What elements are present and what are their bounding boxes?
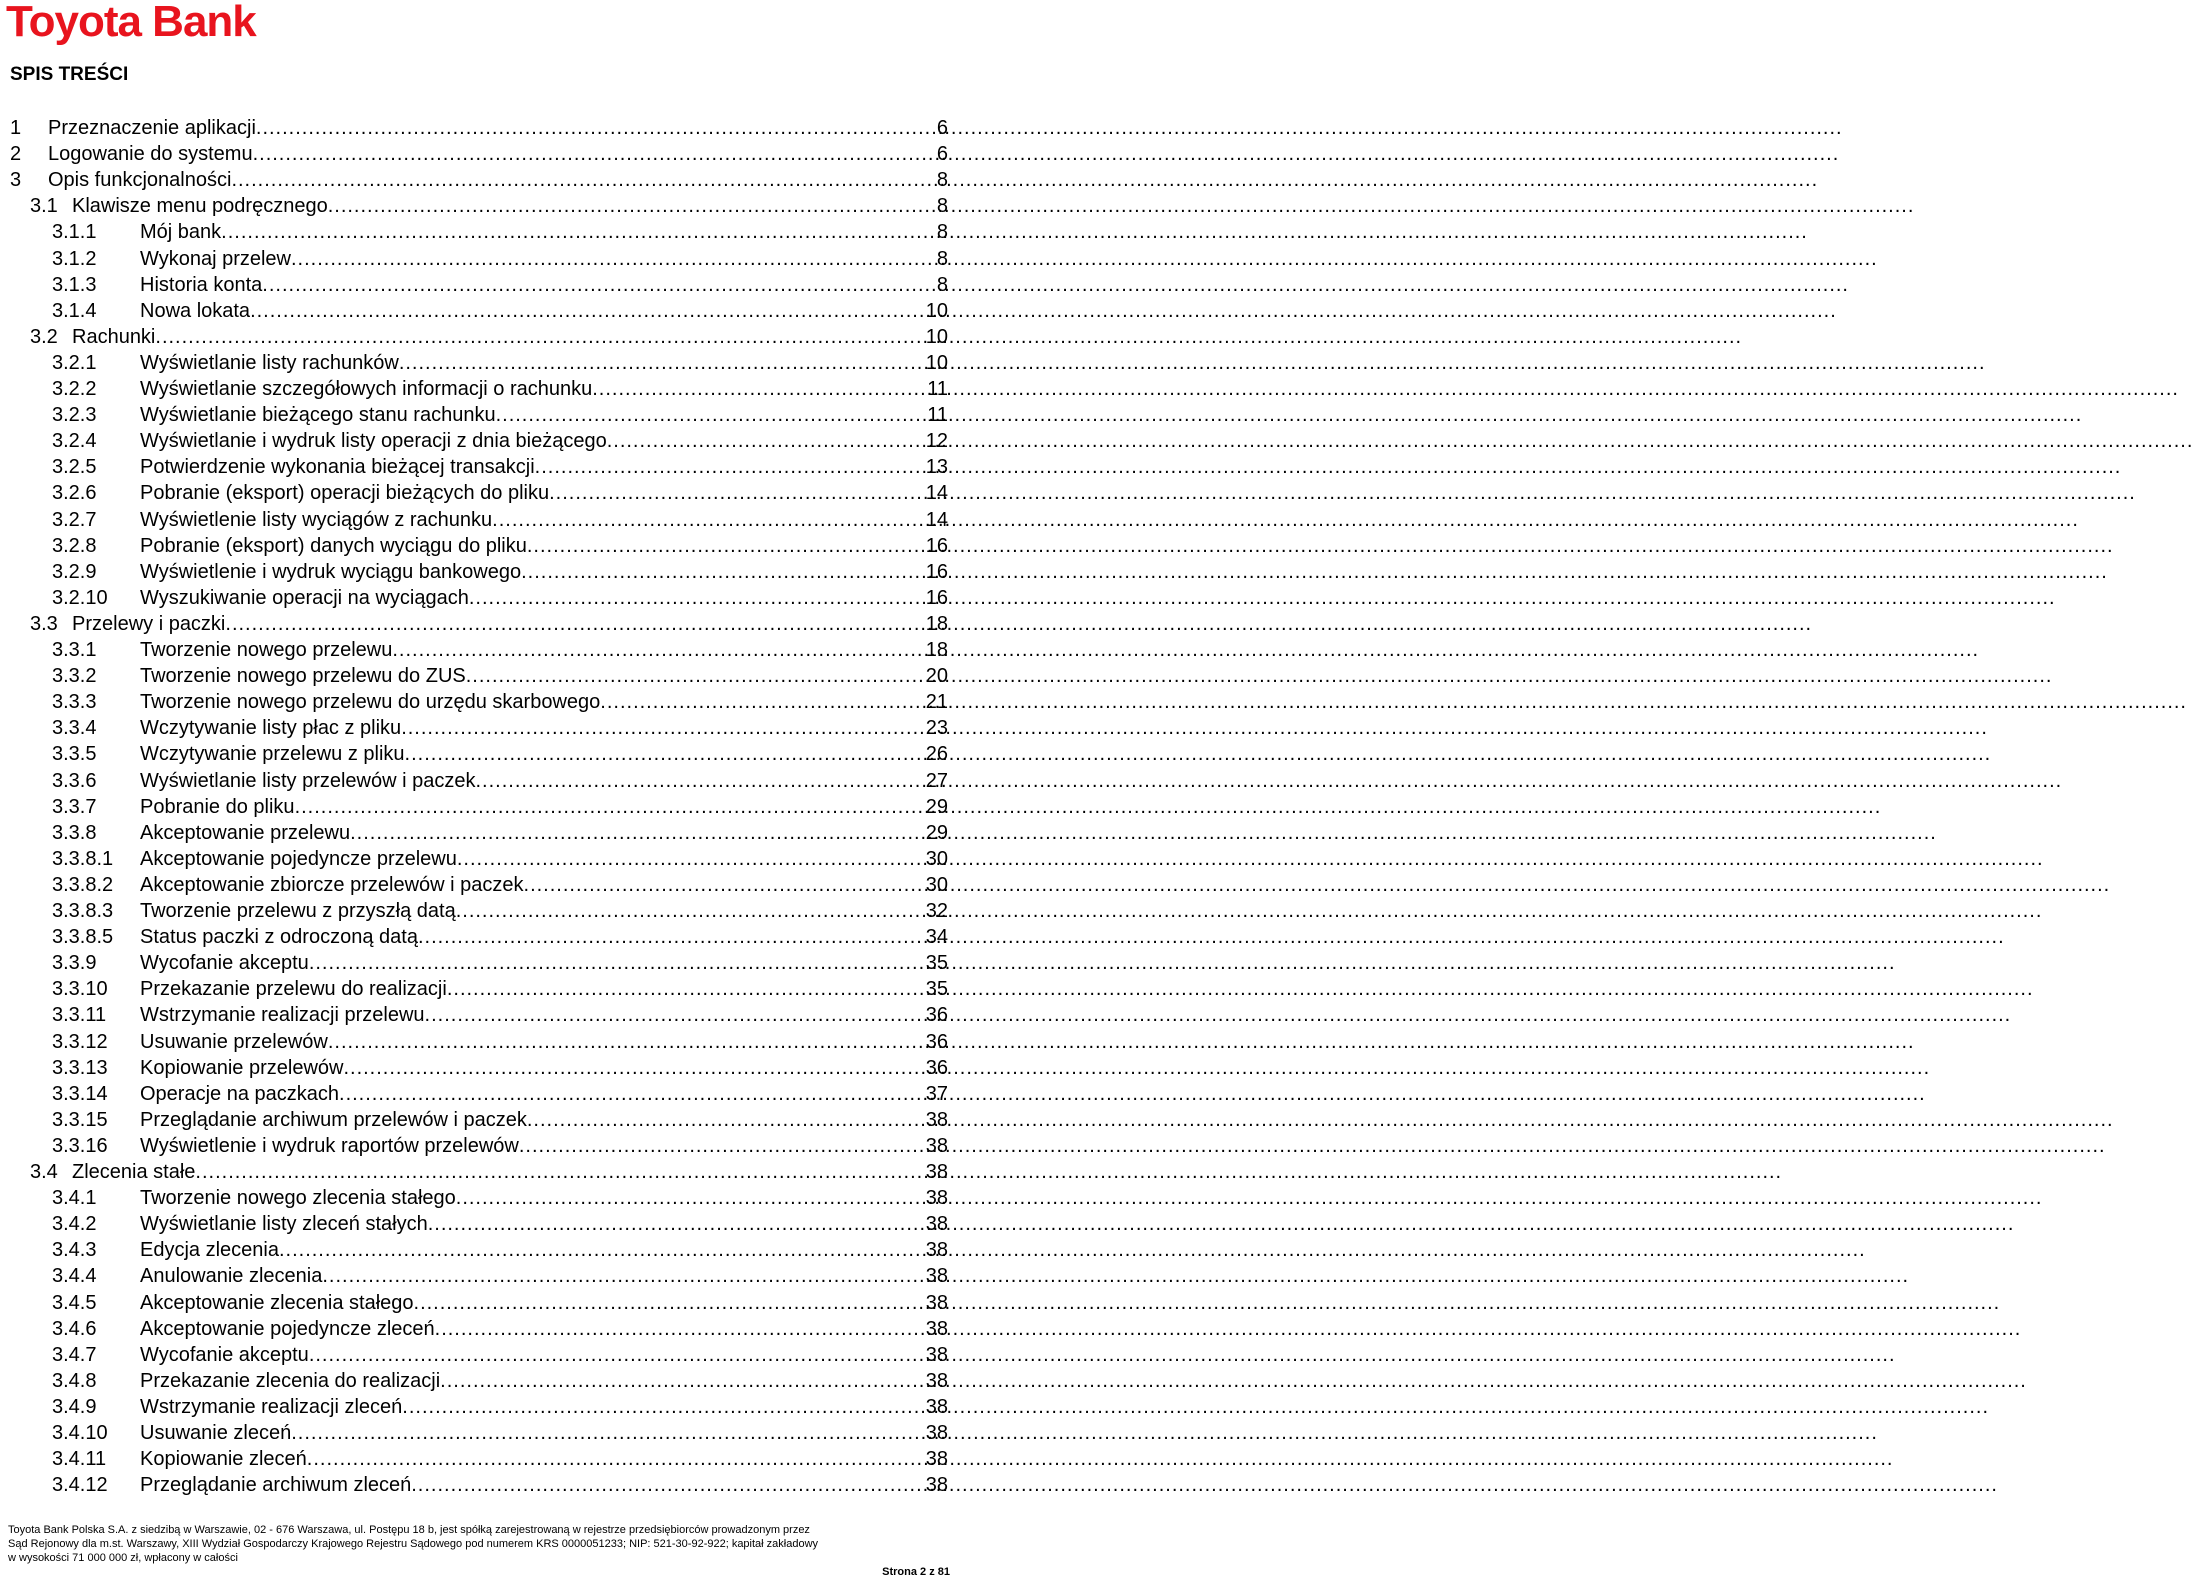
toc-entry[interactable] xyxy=(52,558,948,584)
toc-entry-label: Rachunki xyxy=(72,325,156,348)
toc-entry[interactable] xyxy=(52,1445,948,1471)
toc-entry-page: 38 xyxy=(925,1239,948,1262)
toc-entry[interactable] xyxy=(10,140,948,166)
toc-entry-number: 3.3.9 xyxy=(52,952,97,975)
toc-dot-leader xyxy=(399,351,924,375)
toc-entry-label: Tworzenie nowego przelewu xyxy=(140,639,393,661)
toc-entry-number: 3.3.8.3 xyxy=(52,900,114,922)
toc-entry[interactable] xyxy=(30,1158,948,1184)
toc-entry-page: 36 xyxy=(925,1030,948,1053)
toc-entry-page: 13 xyxy=(925,456,948,479)
toc-entry-number: 1 xyxy=(10,117,22,139)
toc-entry[interactable] xyxy=(30,610,948,636)
toc-entry-number: 3.3 xyxy=(30,612,58,635)
toc-entry-page: 36 xyxy=(925,1056,948,1079)
toc-entry-label: Anulowanie zlecenia xyxy=(140,1265,323,1288)
toc-entry-page: 8 xyxy=(936,169,948,192)
toc-dot-leader xyxy=(435,1317,924,1341)
toc-entry[interactable] xyxy=(30,323,948,349)
toc-entry-page: 38 xyxy=(925,1161,948,1183)
toc-entry-page: 20 xyxy=(925,665,948,688)
toc-entry-label: Wycofanie akceptu xyxy=(140,952,309,975)
toc-entry-number: 3 xyxy=(10,169,22,192)
toc-entry[interactable] xyxy=(52,1001,948,1027)
toc-entry-label: Wycofanie akceptu xyxy=(140,1343,309,1366)
toc-entry-label: Pobranie do pliku xyxy=(140,795,295,818)
toc-entry-number: 3.3.13 xyxy=(52,1056,108,1079)
toc-entry-page: 18 xyxy=(925,639,948,661)
toc-entry-label: Wczytywanie przelewu z pliku xyxy=(140,743,405,766)
toc-entry-label: Wyświetlanie listy przelewów i paczek xyxy=(140,769,476,792)
toc-entry[interactable] xyxy=(52,1184,948,1210)
toc-entry-label: Tworzenie nowego przelewu do ZUS xyxy=(140,665,466,688)
toc-dot-leader xyxy=(221,220,935,244)
toc-entry-number: 3.4.7 xyxy=(52,1343,97,1366)
toc-entry-page: 10 xyxy=(925,325,948,348)
toc-entry-number: 3.2.9 xyxy=(52,560,97,583)
toc-entry-label: Mój bank xyxy=(140,221,222,244)
toc-entry-page: 38 xyxy=(925,1134,948,1157)
toc-dot-leader xyxy=(466,664,924,688)
toc-dot-leader xyxy=(476,769,924,793)
toc-entry[interactable] xyxy=(52,793,948,819)
toc-dot-leader xyxy=(456,1186,924,1210)
toc-dot-leader xyxy=(256,116,935,140)
toc-entry-number: 3.3.2 xyxy=(52,665,97,688)
toc-entry-page: 26 xyxy=(925,743,948,766)
toc-dot-leader xyxy=(457,847,924,871)
toc-entry-number: 3.3.8.1 xyxy=(52,847,114,870)
toc-entry-page: 35 xyxy=(925,978,948,1001)
toc-entry[interactable] xyxy=(52,349,948,375)
toc-entry-number: 3.2.3 xyxy=(52,404,97,427)
toc-dot-leader xyxy=(309,951,924,975)
toc-entry[interactable] xyxy=(52,714,948,740)
toc-entry[interactable] xyxy=(52,584,948,610)
toc-entry-number: 3.4.5 xyxy=(52,1291,97,1314)
toc-entry-page: 8 xyxy=(936,195,948,218)
toc-entry-label: Pobranie (eksport) operacji bieżących do pliku xyxy=(140,482,550,505)
toc-dot-leader xyxy=(322,1264,923,1288)
toc-entry[interactable] xyxy=(52,506,948,532)
toc-entry-number: 3.4.11 xyxy=(52,1448,107,1471)
toc-dot-leader xyxy=(469,586,924,610)
toc-entry-page: 23 xyxy=(925,717,948,740)
toc-entry-page: 12 xyxy=(925,430,948,453)
toc-entry-number: 3.4.12 xyxy=(52,1474,108,1497)
toc-entry-number: 3.3.1 xyxy=(52,639,97,661)
toc-dot-leader xyxy=(549,481,924,505)
toc-dot-leader xyxy=(231,168,934,192)
toc-entry[interactable] xyxy=(52,819,948,845)
toc-entry[interactable] xyxy=(52,662,948,688)
toc-entry-label: Wyświetlanie szczegółowych informacji o rachunku xyxy=(140,378,593,400)
toc-entry-page: 38 xyxy=(925,1395,948,1418)
toc-dot-leader xyxy=(425,1003,924,1027)
toc-entry-number: 3.3.8 xyxy=(52,821,97,844)
toc-entry-label: Wczytywanie listy płac z pliku xyxy=(140,717,402,740)
toc-entry-number: 3.2.7 xyxy=(52,508,97,531)
toc-entry-label: Wyświetlanie i wydruk listy operacji z dnia bieżącego xyxy=(140,430,607,453)
toc-entry-number: 3.3.16 xyxy=(52,1134,108,1157)
toc-entry[interactable] xyxy=(52,845,948,871)
toc-entry-page: 8 xyxy=(936,221,948,244)
toc-entry-number: 3.2.10 xyxy=(52,586,108,609)
toc-entry-label: Edycja zlecenia xyxy=(140,1239,279,1262)
toc-dot-leader xyxy=(279,1238,924,1262)
toc-entry-label: Wyświetlenie i wydruk raportów przelewów xyxy=(140,1134,519,1157)
toc-entry-number: 3.4.9 xyxy=(52,1395,97,1418)
toc-entry[interactable] xyxy=(52,1080,948,1106)
toc-entry-page: 38 xyxy=(925,1108,948,1131)
toc-dot-leader xyxy=(521,560,924,584)
toc-dot-leader xyxy=(155,325,923,349)
toc-title: SPIS TREŚCI xyxy=(10,64,129,85)
toc-entry-page: 10 xyxy=(925,299,948,322)
toc-entry[interactable] xyxy=(52,1289,948,1315)
toc-dot-leader xyxy=(447,977,924,1001)
toc-entry-number: 3.3.5 xyxy=(52,743,97,766)
toc-entry-label: Przekazanie przelewu do realizacji xyxy=(140,978,447,1001)
toc-entry-page: 38 xyxy=(925,1317,948,1340)
toc-entry[interactable] xyxy=(52,949,948,975)
toc-entry-page: 30 xyxy=(925,847,948,870)
toc-entry[interactable] xyxy=(52,1132,948,1158)
toc-entry-label: Wyświetlanie listy zleceń stałych xyxy=(140,1213,428,1236)
toc-entry-number: 3.2.5 xyxy=(52,456,97,479)
toc-entry-number: 3.3.14 xyxy=(52,1082,108,1105)
toc-entry-page: 32 xyxy=(925,900,948,922)
toc-entry-page: 37 xyxy=(925,1082,948,1105)
toc-dot-leader xyxy=(328,1030,924,1054)
toc-dot-leader xyxy=(418,925,924,949)
toc-entry[interactable] xyxy=(52,740,948,766)
toc-entry-label: Nowa lokata xyxy=(140,299,251,322)
toc-dot-leader xyxy=(328,194,935,218)
toc-dot-leader xyxy=(607,429,924,453)
page-number: Strona 2 z 81 xyxy=(882,1566,950,1578)
toc-entry-page: 30 xyxy=(925,873,948,896)
toc-entry[interactable] xyxy=(52,532,948,558)
toc-entry[interactable] xyxy=(52,427,948,453)
toc-dot-leader xyxy=(225,612,923,636)
toc-entry[interactable] xyxy=(10,114,948,140)
toyota-bank-logo: Toyota Bank xyxy=(6,0,256,46)
toc-entry-page: 35 xyxy=(925,952,948,975)
toc-entry-number: 3.3.15 xyxy=(52,1108,108,1131)
toc-entry-page: 38 xyxy=(925,1422,948,1444)
toc-entry-page: 38 xyxy=(925,1369,948,1392)
toc-entry-number: 3.3.11 xyxy=(52,1004,107,1027)
toc-dot-leader xyxy=(524,873,924,897)
toc-entry-number: 3.3.3 xyxy=(52,691,97,714)
toc-dot-leader xyxy=(253,142,935,166)
toc-entry[interactable] xyxy=(52,923,948,949)
toc-dot-leader xyxy=(535,455,924,479)
toc-entry[interactable] xyxy=(52,479,948,505)
toc-dot-leader xyxy=(343,1056,923,1080)
toc-entry-page: 29 xyxy=(925,821,948,844)
toc-dot-leader xyxy=(496,403,926,427)
toc-entry-label: Wstrzymanie realizacji zleceń xyxy=(140,1395,403,1418)
toc-entry[interactable] xyxy=(52,218,948,244)
toc-entry[interactable] xyxy=(52,245,948,271)
toc-entry[interactable] xyxy=(52,453,948,479)
toc-entry-number: 3.4.6 xyxy=(52,1317,97,1340)
toc-entry[interactable] xyxy=(52,688,948,714)
toc-entry-number: 3.3.7 xyxy=(52,795,97,818)
toc-entry-number: 3.4.8 xyxy=(52,1369,97,1392)
toc-dot-leader xyxy=(411,1473,924,1497)
toc-entry[interactable] xyxy=(52,271,948,297)
toc-entry-label: Akceptowanie przelewu xyxy=(140,821,351,844)
toc-entry[interactable] xyxy=(52,1341,948,1367)
toc-entry-number: 2 xyxy=(10,143,22,166)
toc-entry-label: Operacje na paczkach xyxy=(140,1082,340,1105)
toc-entry-label: Przeglądanie archiwum zleceń xyxy=(140,1474,412,1497)
toc-entry-number: 3.2.6 xyxy=(52,482,97,505)
toc-entry[interactable] xyxy=(52,767,948,793)
toc-entry-label: Wyświetlanie listy rachunków xyxy=(140,351,399,374)
toc-dot-leader xyxy=(291,247,935,271)
toc-entry-label: Przeznaczenie aplikacji xyxy=(48,117,256,139)
toc-entry[interactable] xyxy=(52,1262,948,1288)
toc-dot-leader xyxy=(527,534,924,558)
toc-entry-label: Kopiowanie przelewów xyxy=(140,1056,344,1079)
toc-entry-page: 16 xyxy=(925,560,948,583)
toc-entry[interactable] xyxy=(52,1393,948,1419)
toc-entry[interactable] xyxy=(52,401,948,427)
toc-dot-leader xyxy=(456,899,924,923)
toc-entry-page: 29 xyxy=(925,795,948,818)
toc-entry-number: 3.2.1 xyxy=(52,351,97,374)
toc-dot-leader xyxy=(428,1212,924,1236)
toc-entry-page: 8 xyxy=(936,273,948,296)
toc-dot-leader xyxy=(262,273,935,297)
toc-entry[interactable] xyxy=(52,1419,948,1445)
toc-entry-label: Opis funkcjonalności xyxy=(48,169,232,192)
toc-entry-label: Usuwanie przelewów xyxy=(140,1030,328,1053)
toc-dot-leader xyxy=(527,1108,924,1132)
toc-dot-leader xyxy=(402,1395,923,1419)
toc-entry-label: Logowanie do systemu xyxy=(48,143,253,166)
toc-entry[interactable] xyxy=(52,375,948,401)
footer-line: Sąd Rejonowy dla m.st. Warszawy, XIII Wydział Gospodarczy Krajowego Rejestru Sądowego pod numerem KRS 0000051233; NIP: 521-30-92-922; kapitał zakładowy xyxy=(8,1538,819,1550)
footer xyxy=(8,1523,953,1565)
toc-entry-page: 34 xyxy=(925,926,948,949)
toc-entry-label: Przeglądanie archiwum przelewów i paczek xyxy=(140,1108,527,1131)
toc-dot-leader xyxy=(195,1160,923,1184)
toc-dot-leader xyxy=(592,377,925,401)
toc-entry-number: 3.1.2 xyxy=(52,247,97,270)
toc-entry[interactable] xyxy=(52,1210,948,1236)
toc-entry-label: Przelewy i paczki xyxy=(72,612,226,635)
toc-entry-label: Klawisze menu podręcznego xyxy=(72,195,328,218)
toc-entry-page: 11 xyxy=(927,378,948,400)
toc-entry-number: 3.4.2 xyxy=(52,1213,97,1236)
toc-entry-number: 3.4.1 xyxy=(52,1187,97,1210)
toc-entry-label: Tworzenie nowego zlecenia stałego xyxy=(140,1187,456,1210)
toc-entry-number: 3.3.12 xyxy=(52,1030,108,1053)
toc-entry-number: 3.4.3 xyxy=(52,1239,97,1262)
toc-entry-label: Wyświetlenie listy wyciągów z rachunku xyxy=(140,508,493,531)
toc-entry-number: 3.4.10 xyxy=(52,1422,108,1444)
toc-entry-label: Historia konta xyxy=(140,273,263,296)
toc-entry-number: 3.3.4 xyxy=(52,717,97,740)
toc-entry-number: 3.2.4 xyxy=(52,430,97,453)
toc-entry-label: Akceptowanie pojedyncze zleceń xyxy=(140,1317,435,1340)
toc-entry-number: 3.4.4 xyxy=(52,1265,97,1288)
toc-entry[interactable] xyxy=(52,897,948,923)
toc-dot-leader xyxy=(350,821,924,845)
toc-entry-label: Przekazanie zlecenia do realizacji xyxy=(140,1369,441,1392)
toc-entry-number: 3.1.4 xyxy=(52,299,97,322)
toc-entry-label: Akceptowanie zlecenia stałego xyxy=(140,1291,414,1314)
toc-entry-number: 3.3.8.5 xyxy=(52,926,114,949)
toc-entry-label: Usuwanie zleceń xyxy=(140,1422,292,1444)
toc-entry-page: 36 xyxy=(925,1004,948,1027)
toc-entry-label: Kopiowanie zleceń xyxy=(140,1448,307,1471)
toc-entry-number: 3.4 xyxy=(30,1161,58,1183)
toc-entry-page: 6 xyxy=(936,117,948,139)
toc-entry-page: 14 xyxy=(925,482,948,505)
toc-entry-page: 38 xyxy=(925,1448,948,1471)
toc-entry-page: 38 xyxy=(925,1213,948,1236)
toc-entry-number: 3.1.1 xyxy=(52,221,97,244)
toc-entry[interactable] xyxy=(52,975,948,1001)
toc-entry-page: 10 xyxy=(925,351,948,374)
toc-entry-label: Akceptowanie zbiorcze przelewów i paczek xyxy=(140,873,524,896)
toc-dot-leader xyxy=(291,1421,924,1445)
toc-entry-label: Tworzenie przelewu z przyszłą datą xyxy=(140,900,456,922)
footer-line: Toyota Bank Polska S.A. z siedzibą w Warszawie, 02 - 676 Warszawa, ul. Postępu 18 b, jest spółką zarejestrowaną w rejestrze przedsiębiorców prowadzonym przez xyxy=(8,1524,810,1536)
toc-entry[interactable] xyxy=(52,1106,948,1132)
toc-entry-page: 14 xyxy=(925,508,948,531)
toc-entry[interactable] xyxy=(52,297,948,323)
toc-entry[interactable] xyxy=(52,1028,948,1054)
toc-entry[interactable] xyxy=(52,1236,948,1262)
toc-entry-label: Akceptowanie pojedyncze przelewu xyxy=(140,847,457,870)
toc-entry-label: Wykonaj przelew xyxy=(140,247,291,270)
toc-dot-leader xyxy=(307,1447,924,1471)
toc-dot-leader xyxy=(440,1369,924,1393)
toc-entry-number: 3.2.2 xyxy=(52,378,97,400)
toc-entry[interactable] xyxy=(30,192,948,218)
toc-entry[interactable] xyxy=(52,636,948,662)
footer-line: w wysokości 71 000 000 zł, wpłacony w całości xyxy=(8,1552,238,1564)
toc-entry-label: Wyszukiwanie operacji na wyciągach xyxy=(140,586,469,609)
toc-entry-label: Wstrzymanie realizacji przelewu xyxy=(140,1004,425,1027)
toc-entry-label: Status paczki z odroczoną datą xyxy=(140,926,418,949)
toc-entry-label: Pobranie (eksport) danych wyciągu do pliku xyxy=(140,534,527,557)
toc-entry-label: Zlecenia stałe xyxy=(72,1161,196,1183)
toc-entry-page: 38 xyxy=(925,1265,948,1288)
toc-entry-number: 3.1 xyxy=(30,195,58,218)
toc-entry-page: 18 xyxy=(925,612,948,635)
toc-dot-leader xyxy=(392,638,923,662)
toc-entry-page: 8 xyxy=(936,247,948,270)
toc-entry-page: 38 xyxy=(925,1187,948,1210)
toc-entry-label: Wyświetlenie i wydruk wyciągu bankowego xyxy=(140,560,522,583)
toc-entry-label: Tworzenie nowego przelewu do urzędu skarbowego xyxy=(140,691,601,714)
toc-entry[interactable] xyxy=(10,166,948,192)
toc-entry-label: Potwierdzenie wykonania bieżącej transakcji xyxy=(140,456,535,479)
toc-dot-leader xyxy=(309,1343,924,1367)
toc-dot-leader xyxy=(339,1082,924,1106)
toc-entry-page: 6 xyxy=(936,143,948,166)
toc-entry-page: 11 xyxy=(927,404,948,427)
toc-entry[interactable] xyxy=(52,1367,948,1393)
toc-dot-leader xyxy=(492,508,924,532)
toc-entry-number: 3.2 xyxy=(30,325,58,348)
toc-dot-leader xyxy=(600,690,923,714)
toc-entry-number: 3.2.8 xyxy=(52,534,97,557)
toc-dot-leader xyxy=(401,716,924,740)
toc-entry[interactable] xyxy=(52,1315,948,1341)
toc-entry[interactable] xyxy=(52,1471,948,1497)
toc-dot-leader xyxy=(414,1291,924,1315)
toc-dot-leader xyxy=(295,795,924,819)
toc-entry-number: 3.3.10 xyxy=(52,978,108,1001)
toc-entry-number: 3.3.8.2 xyxy=(52,873,114,896)
toc-entry[interactable] xyxy=(52,1054,948,1080)
toc-entry-page: 21 xyxy=(925,691,948,714)
toc-entry-number: 3.3.6 xyxy=(52,769,97,792)
toc-dot-leader xyxy=(250,299,924,323)
toc-entry-number: 3.1.3 xyxy=(52,273,97,296)
toc-entry-page: 16 xyxy=(925,534,948,557)
toc-entry-page: 16 xyxy=(925,586,948,609)
toc-dot-leader xyxy=(519,1134,924,1158)
toc-entry-page: 38 xyxy=(925,1343,948,1366)
toc-entry-page: 38 xyxy=(925,1291,948,1314)
toc-entry-page: 27 xyxy=(925,769,948,792)
toc-entry[interactable] xyxy=(52,871,948,897)
toc-entry-page: 38 xyxy=(925,1474,948,1497)
toc-entry-label: Wyświetlanie bieżącego stanu rachunku xyxy=(140,404,496,427)
toc-dot-leader xyxy=(405,742,924,766)
